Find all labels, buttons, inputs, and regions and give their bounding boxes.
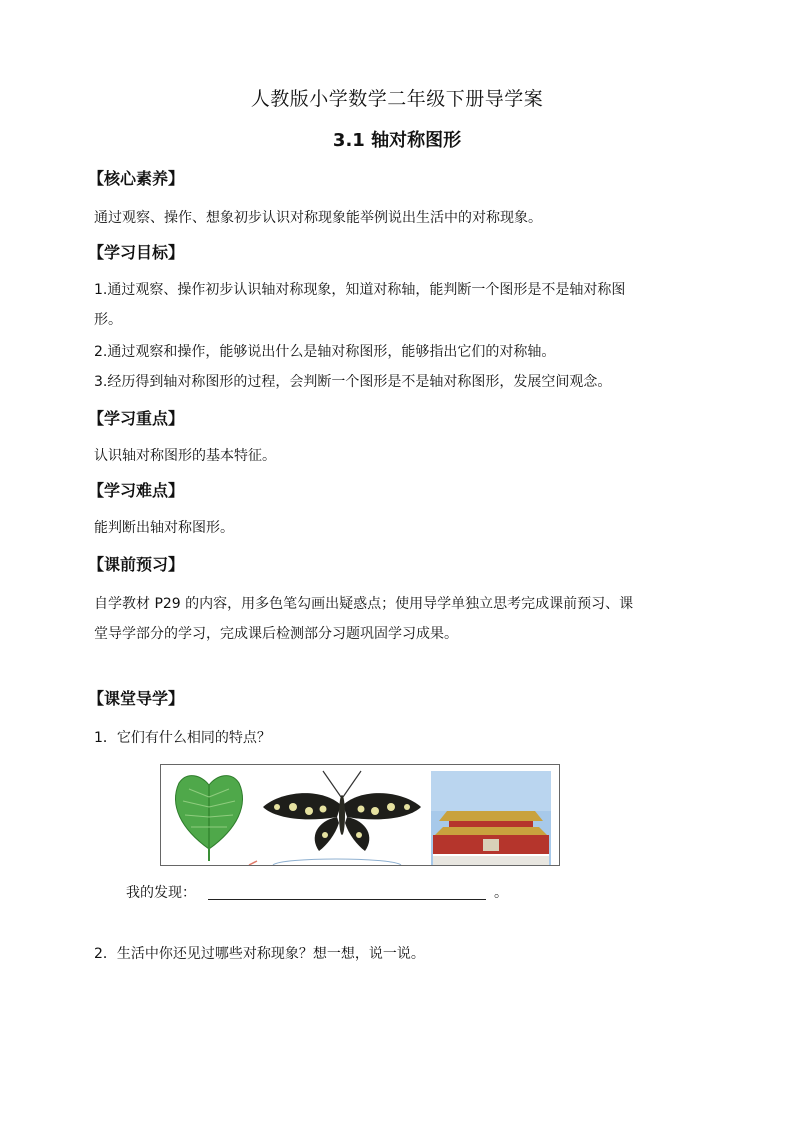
preview-line: 自学教材 P29 的内容，用多色笔勾画出疑惑点；使用导学单独立思考完成课前预习、课: [94, 596, 634, 612]
preview-line: 堂导学部分的学习，完成课后检测部分习题巩固学习成果。: [94, 626, 458, 642]
section-heading-classroom: 【课堂导学】: [88, 689, 185, 708]
section-heading-goals: 【学习目标】: [88, 243, 185, 262]
tiananmen-image: [431, 771, 551, 865]
document-title: 人教版小学数学二年级下册导学案: [250, 88, 544, 110]
goal-item: 2.通过观察和操作，能够说出什么是轴对称图形，能够指出它们的对称轴。: [94, 344, 556, 360]
difficulty-text: 能判断出轴对称图形。: [94, 520, 234, 536]
discovery-label: 我的发现：: [126, 885, 196, 901]
symmetry-figure: [160, 764, 560, 866]
section-heading-preview: 【课前预习】: [88, 555, 185, 574]
goal-item: 1.通过观察、操作初步认识轴对称现象，知道对称轴，能判断一个图形是不是轴对称图: [94, 282, 626, 298]
question-2: 2．生活中你还见过哪些对称现象？想一想，说一说。: [94, 946, 425, 962]
question-1: 1．它们有什么相同的特点？: [94, 730, 271, 746]
goal-item: 3.经历得到轴对称图形的过程，会判断一个图形是不是轴对称图形，发展空间观念。: [94, 374, 612, 390]
butterfly-image: [263, 771, 421, 851]
leaf-image: [176, 776, 243, 861]
core-text: 通过观察、操作、想象初步认识对称现象能举例说出生活中的对称现象。: [94, 210, 542, 226]
lesson-title: 3.1 轴对称图形: [332, 130, 462, 151]
section-heading-difficulty: 【学习难点】: [88, 481, 185, 500]
section-heading-key: 【学习重点】: [88, 409, 185, 428]
discovery-period: 。: [494, 885, 508, 901]
goal-item: 形。: [94, 312, 122, 328]
discovery-answer-line[interactable]: [208, 899, 486, 900]
key-text: 认识轴对称图形的基本特征。: [94, 448, 276, 464]
section-heading-core: 【核心素养】: [88, 169, 185, 188]
